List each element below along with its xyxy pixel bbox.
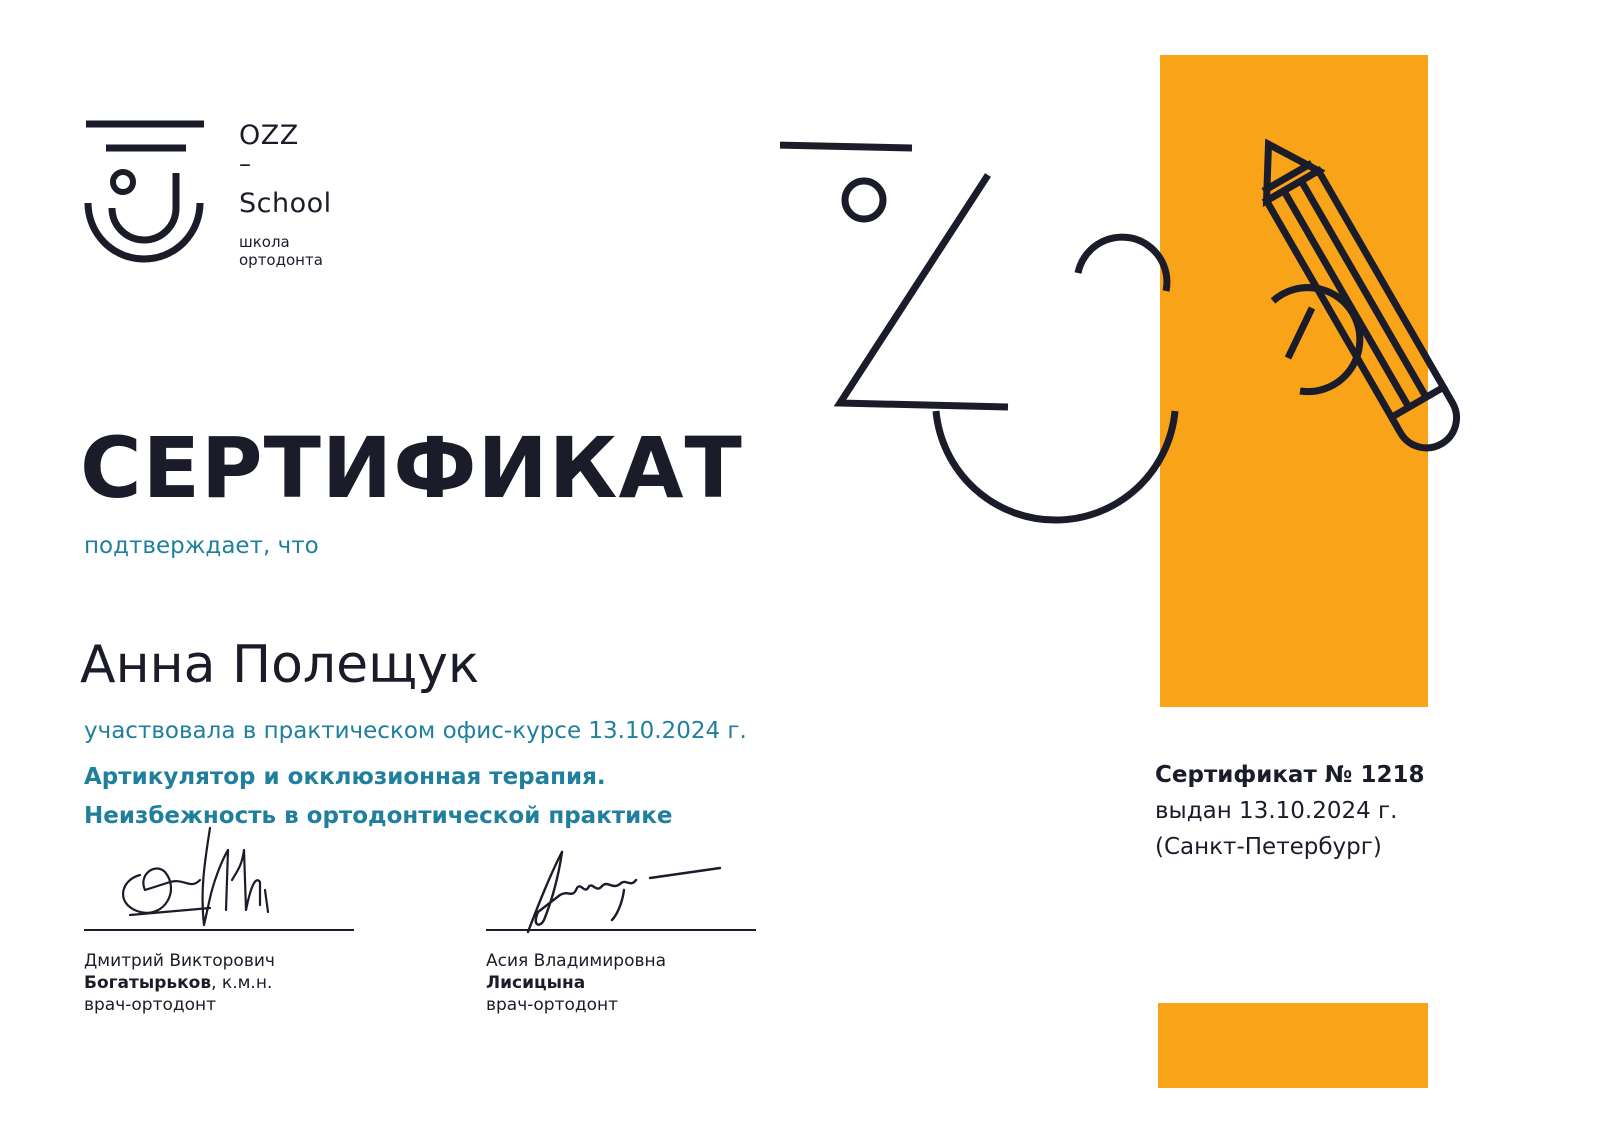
certificate-number: Сертификат № 1218: [1155, 762, 1425, 788]
certificate-issue-date: выдан 13.10.2024 г.: [1155, 798, 1398, 824]
course-title-line1: Артикулятор и окклюзионная терапия.: [84, 764, 606, 790]
signer-1-name: Дмитрий Викторович: [84, 951, 275, 971]
signature-1-image: [110, 820, 290, 930]
signature-2-image: [520, 850, 730, 940]
course-title-line2: Неизбежность в ортодонтической практике: [84, 803, 673, 829]
certificate-city: (Санкт-Петербург): [1155, 834, 1382, 860]
recipient-name: Анна Полещук: [80, 635, 480, 695]
logo-brand-line2: School: [239, 188, 332, 219]
signer-2-role: врач-ортодонт: [486, 995, 619, 1015]
confirms-text: подтверждает, что: [84, 533, 319, 559]
logo-brand-line1: OZZ: [239, 120, 299, 151]
signer-2-name: Асия Владимировна: [486, 951, 667, 971]
signer-1: [84, 950, 275, 1016]
signer-1-surname: Богатырьков: [84, 973, 212, 993]
signature-line-1: [84, 929, 354, 931]
logo-subtitle-line2: ортодонта: [239, 251, 323, 269]
signer-1-role: врач-ортодонт: [84, 995, 217, 1015]
signer-2: [486, 950, 666, 1016]
certificate-title: СЕРТИФИКАТ: [80, 419, 743, 517]
signature-line-2: [486, 929, 756, 931]
face-pencil-illustration: [780, 115, 1520, 535]
ozz-school-logo-icon: [84, 118, 214, 268]
logo-subtitle-line1: школа: [239, 233, 290, 251]
participation-text: участвовала в практическом офис-курсе 13.10.2024 г.: [84, 718, 747, 744]
signer-1-degree: , к.м.н.: [211, 973, 273, 993]
orange-footer-block: [1158, 1003, 1428, 1088]
logo-subtitle: [239, 233, 379, 269]
signer-2-surname: Лисицына: [486, 973, 586, 993]
logo-brand-dash: –: [239, 150, 252, 178]
